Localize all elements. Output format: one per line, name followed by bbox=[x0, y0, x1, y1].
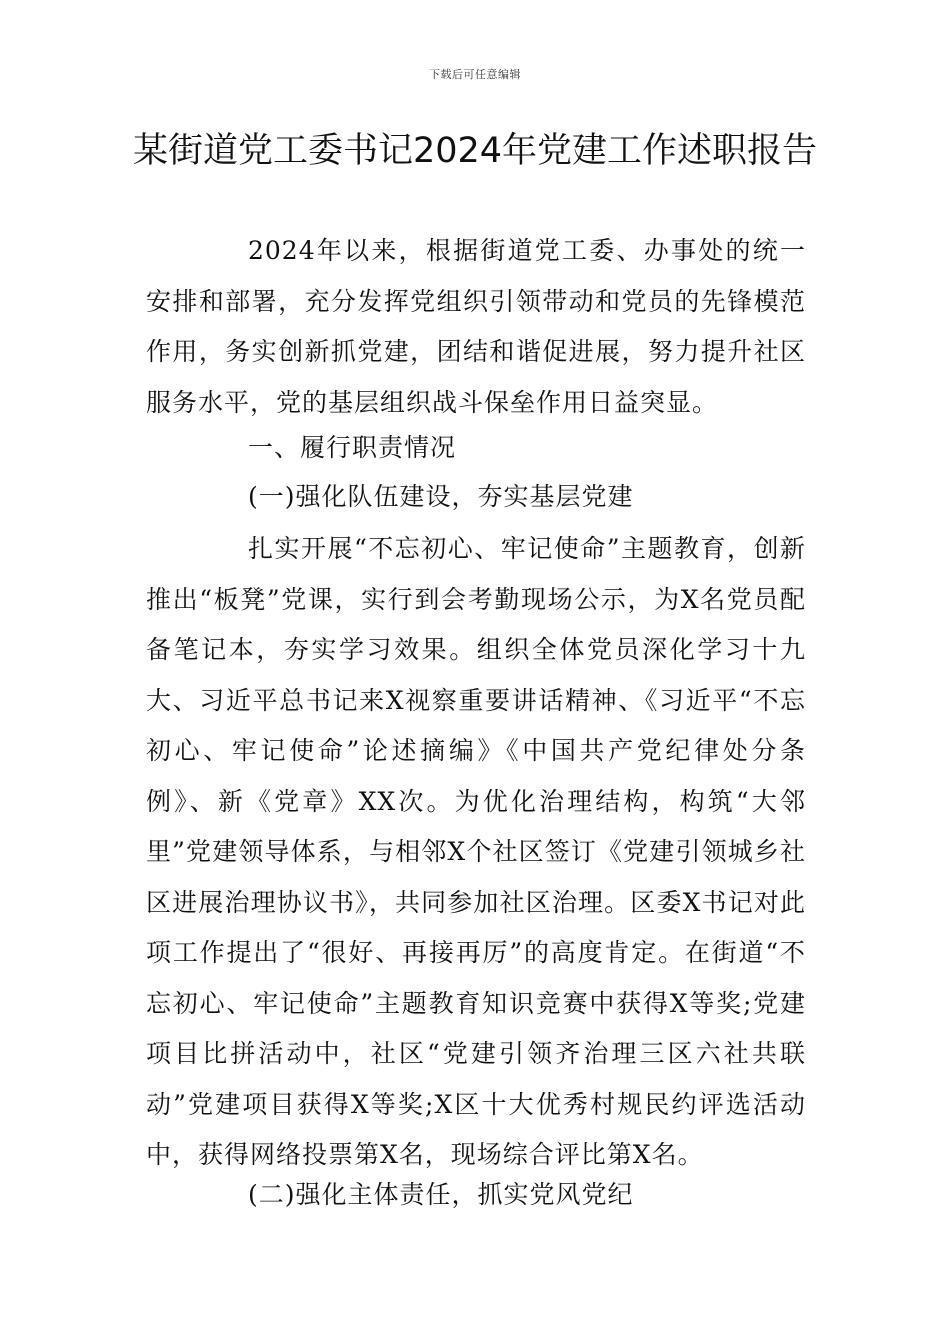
body-paragraph-1: 扎实开展“不忘初心、牢记使命”主题教育，创新推出“板凳”党课，实行到会考勤现场公示，为X名党员配备笔记本，夯实学习效果。组织全体党员深化学习十九大、习近平总书记来X视察重要讲话精神、《习近平“不忘初心、牢记使命”论述摘编》《中国共产党纪律处分条例》、新《党章》XX次。为优化治理结构，构筑“大邻里”党建领导体系，与相邻X个社区签订《党建引领城乡社区进展治理协议书》，共同参加社区治理。区委X书记对此项工作提出了“很好、再接再厉”的高度肯定。在街道“不忘初心、牢记使命”主题教育知识竞赛中获得X等奖;党建项目比拼活动中，社区“党建引领齐治理三区六社共联动”党建项目获得X等奖;X区十大优秀村规民约评选活动中，获得网络投票第X名，现场综合评比第X名。 bbox=[146, 534, 806, 1169]
subsection-heading-1: (一)强化队伍建设，夯实基层党建 bbox=[248, 482, 634, 511]
intro-paragraph: 2024年以来，根据街道党工委、办事处的统一安排和部署，充分发挥党组织引领带动和党员的先锋模范作用，务实创新抓党建，团结和谐促进展，努力提升社区服务水平，党的基层组织战斗保垒作用日益突显。 bbox=[146, 236, 806, 417]
header-note: 下载后可任意编辑 bbox=[429, 68, 521, 81]
document-title: 某街道党工委书记2024年党建工作述职报告 bbox=[132, 131, 818, 171]
section-heading-1: 一、履行职责情况 bbox=[248, 433, 457, 462]
subsection-heading-2: (二)强化主体责任，抓实党风党纪 bbox=[248, 1180, 634, 1209]
